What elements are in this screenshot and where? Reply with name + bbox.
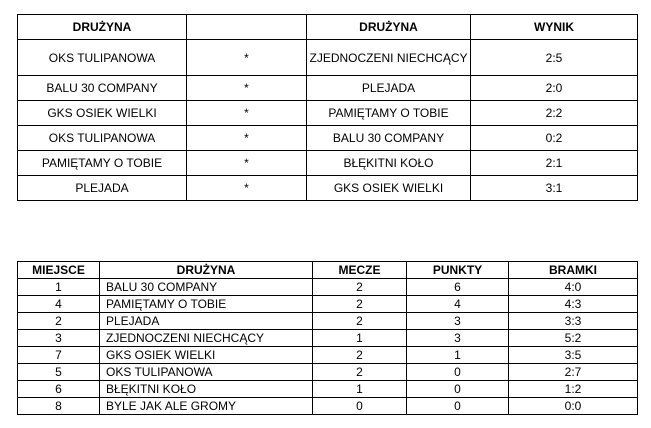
match-row [18,151,638,176]
standings-games: 0 [313,398,407,415]
match-team1: BALU 30 COMPANY [18,76,187,101]
match-sep: * [187,40,307,76]
standings-place: 5 [18,364,100,381]
standings-place: 6 [18,381,100,398]
standings-points: 4 [407,296,509,313]
standings-team: BALU 30 COMPANY [100,279,313,296]
match-sep: * [187,76,307,101]
match-row [18,126,638,151]
matches-table [17,14,638,201]
header-team2: DRUŻYNA [307,15,471,40]
standings-games: 2 [313,347,407,364]
standings-team: BYLE JAK ALE GROMY [100,398,313,415]
standings-games: 2 [313,296,407,313]
standings-games: 2 [313,364,407,381]
standings-games: 2 [313,313,407,330]
header-goals: BRAMKI [509,262,638,279]
standings-place: 8 [18,398,100,415]
match-row [18,101,638,126]
match-result: 0:2 [471,126,638,151]
standings-points: 6 [407,279,509,296]
standings-table [17,261,638,415]
standings-team: GKS OSIEK WIELKI [100,347,313,364]
header-games: MECZE [313,262,407,279]
standings-games: 2 [313,279,407,296]
match-result: 2:1 [471,151,638,176]
standings-row [18,398,638,415]
match-row [18,76,638,101]
standings-games: 1 [313,381,407,398]
standings-points: 3 [407,313,509,330]
match-sep: * [187,101,307,126]
standings-points: 1 [407,347,509,364]
header-points: PUNKTY [407,262,509,279]
match-team2: PLEJADA [307,76,471,101]
standings-points: 0 [407,398,509,415]
match-sep: * [187,151,307,176]
standings-place: 1 [18,279,100,296]
standings-goals: 1:2 [509,381,638,398]
standings-goals: 3:5 [509,347,638,364]
standings-row [18,347,638,364]
standings-place: 4 [18,296,100,313]
standings-team: PAMIĘTAMY O TOBIE [100,296,313,313]
match-team1: OKS TULIPANOWA [18,40,187,76]
header-separator [187,15,307,40]
standings-goals: 3:3 [509,313,638,330]
match-team2: GKS OSIEK WIELKI [307,176,471,201]
standings-goals: 2:7 [509,364,638,381]
match-team2: ZJEDNOCZENI NIECHCĄCY [307,40,471,76]
standings-goals: 4:3 [509,296,638,313]
match-result: 2:5 [471,40,638,76]
standings-place: 3 [18,330,100,347]
standings-team: OKS TULIPANOWA [100,364,313,381]
standings-row [18,330,638,347]
standings-games: 1 [313,330,407,347]
standings-row [18,296,638,313]
match-team2: PAMIĘTAMY O TOBIE [307,101,471,126]
standings-points: 0 [407,381,509,398]
match-team2: BŁĘKITNI KOŁO [307,151,471,176]
matches-header-row [18,15,638,40]
standings-row [18,313,638,330]
match-team1: PLEJADA [18,176,187,201]
match-result: 2:2 [471,101,638,126]
standings-team: BŁĘKITNI KOŁO [100,381,313,398]
match-row [18,40,638,76]
standings-place: 2 [18,313,100,330]
match-team2: BALU 30 COMPANY [307,126,471,151]
standings-row [18,381,638,398]
standings-header-row [18,262,638,279]
match-team1: GKS OSIEK WIELKI [18,101,187,126]
header-place: MIEJSCE [18,262,100,279]
match-sep: * [187,176,307,201]
standings-points: 0 [407,364,509,381]
standings-row [18,364,638,381]
match-team1: OKS TULIPANOWA [18,126,187,151]
standings-place: 7 [18,347,100,364]
standings-team: PLEJADA [100,313,313,330]
match-row [18,176,638,201]
standings-goals: 0:0 [509,398,638,415]
header-team: DRUŻYNA [100,262,313,279]
standings-points: 3 [407,330,509,347]
match-sep: * [187,126,307,151]
standings-row [18,279,638,296]
header-team1: DRUŻYNA [18,15,187,40]
match-team1: PAMIĘTAMY O TOBIE [18,151,187,176]
standings-goals: 5:2 [509,330,638,347]
match-result: 3:1 [471,176,638,201]
standings-team: ZJEDNOCZENI NIECHCĄCY [100,330,313,347]
header-result: WYNIK [471,15,638,40]
match-result: 2:0 [471,76,638,101]
standings-goals: 4:0 [509,279,638,296]
